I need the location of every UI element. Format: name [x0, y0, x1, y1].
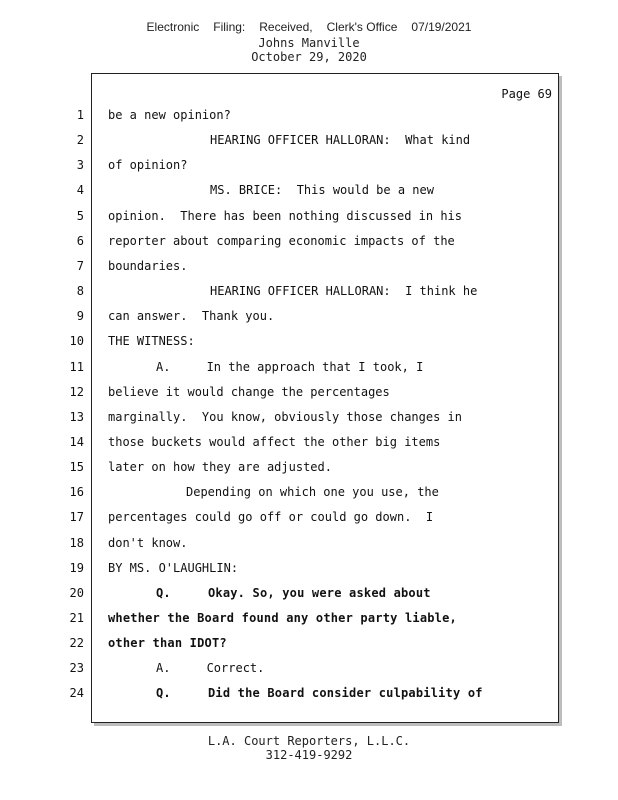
transcript-line: HEARING OFFICER HALLORAN: I think he	[210, 284, 478, 298]
transcript-line: don't know.	[108, 536, 188, 550]
transcript-line: BY MS. O'LAUGHLIN:	[108, 561, 239, 575]
line-number: 15	[69, 460, 84, 474]
stamp-received: Received,	[259, 20, 313, 34]
stamp-date: 07/19/2021	[411, 20, 472, 34]
line-number: 2	[76, 133, 84, 147]
transcript-line: other than IDOT?	[108, 636, 227, 650]
hearing-date: October 29, 2020	[251, 50, 367, 64]
stamp-filing: Filing:	[213, 20, 246, 34]
transcript-line: A. Correct.	[156, 661, 265, 675]
line-number: 3	[76, 158, 84, 172]
line-number: 18	[69, 536, 84, 550]
transcript-line: later on how they are adjusted.	[108, 460, 332, 474]
line-number: 23	[69, 661, 84, 675]
reporter-name: L.A. Court Reporters, L.L.C.	[207, 734, 411, 748]
line-number: 22	[69, 636, 84, 650]
transcript-line: THE WITNESS:	[108, 334, 195, 348]
case-name: Johns Manville	[258, 36, 360, 50]
line-number: 13	[69, 410, 84, 424]
line-number: 20	[69, 586, 84, 600]
transcript-line: percentages could go off or could go down. I	[108, 510, 434, 524]
transcript-line: marginally. You know, obviously those changes in	[108, 410, 463, 424]
page-number: Page 69	[501, 87, 552, 101]
line-number: 1	[76, 108, 84, 122]
line-number: 9	[76, 309, 84, 323]
transcript-line: those buckets would affect the other big items	[108, 435, 441, 449]
transcript-line: HEARING OFFICER HALLORAN: What kind	[210, 133, 471, 147]
line-number: 19	[69, 561, 84, 575]
line-number: 6	[76, 234, 84, 248]
transcript-line: whether the Board found any other party liable,	[108, 611, 457, 625]
transcript-line: Q. Okay. So, you were asked about	[156, 586, 431, 600]
line-number: 10	[69, 334, 84, 348]
line-number: 12	[69, 385, 84, 399]
line-number: 5	[76, 209, 84, 223]
filing-stamp	[0, 20, 618, 34]
reporter-phone: 312-419-9292	[265, 748, 353, 762]
transcript-line: reporter about comparing economic impacts of the	[108, 234, 455, 248]
transcript-line: boundaries.	[108, 259, 188, 273]
line-number: 8	[76, 284, 84, 298]
transcript-line: A. In the approach that I took, I	[156, 360, 424, 374]
transcript-line: can answer. Thank you.	[108, 309, 275, 323]
transcript-line: Depending on which one you use, the	[186, 485, 439, 499]
transcript-line: MS. BRICE: This would be a new	[210, 183, 434, 197]
line-number: 11	[69, 360, 84, 374]
transcript-line: of opinion?	[108, 158, 188, 172]
line-number: 14	[69, 435, 84, 449]
stamp-office: Clerk's Office	[326, 20, 398, 34]
line-number: 7	[76, 259, 84, 273]
transcript-line: Q. Did the Board consider culpability of	[156, 686, 483, 700]
line-number: 17	[69, 510, 84, 524]
transcript-line: be a new opinion?	[108, 108, 231, 122]
line-number: 16	[69, 485, 84, 499]
line-number: 4	[76, 183, 84, 197]
line-number: 24	[69, 686, 84, 700]
stamp-electronic: Electronic	[146, 20, 200, 34]
transcript-line: opinion. There has been nothing discussed in his	[108, 209, 463, 223]
line-number: 21	[69, 611, 84, 625]
transcript-line: believe it would change the percentages	[108, 385, 390, 399]
